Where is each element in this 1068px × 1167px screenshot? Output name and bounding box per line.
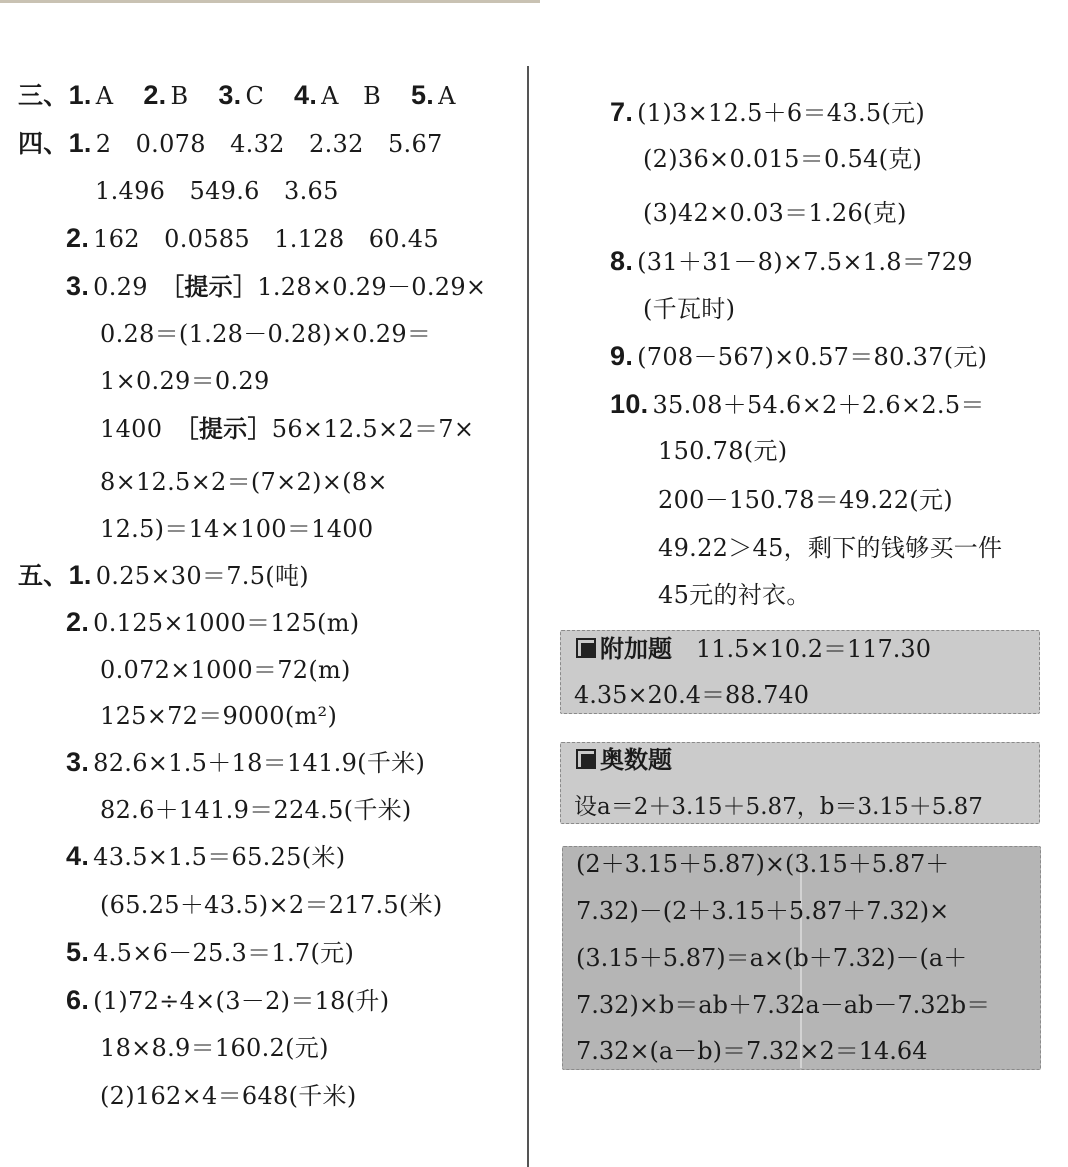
question-7-line2: (2)36×0.015＝0.54(克) [643, 145, 923, 173]
section-5-q3: 3. 82.6×1.5＋18＝141.9(千米) [66, 747, 426, 777]
question-10-line3: 200－150.78＝49.22(元) [658, 486, 953, 514]
question-10-line5: 45元的衬衣。 [658, 581, 811, 609]
section-5-q2-line3: 125×72＝9000(m²) [100, 702, 338, 730]
section-5-q4-line2: (65.25＋43.5)×2＝217.5(米) [100, 891, 443, 919]
olympiad-solution-line1: (2＋3.15＋5.87)×(3.15＋5.87＋ [576, 850, 950, 878]
section-4-q3-line3: 1×0.29＝0.29 [100, 367, 270, 395]
question-9: 9. (708－567)×0.57＝80.37(元) [610, 341, 988, 371]
olympiad-solution-line3: (3.15＋5.87)＝a×(b＋7.32)－(a＋ [576, 944, 968, 972]
section-5-q6-line3: (2)162×4＝648(千米) [100, 1082, 357, 1110]
extra-question-line2: 4.35×20.4＝88.740 [574, 681, 809, 709]
question-7: 7. (1)3×12.5＋6＝43.5(元) [610, 97, 926, 127]
question-10: 10. 35.08＋54.6×2＋2.6×2.5＝ [610, 389, 985, 419]
section-5-q4: 4. 43.5×1.5＝65.25(米) [66, 841, 346, 871]
section-4-q2: 2. 162 0.0585 1.128 60.45 [66, 223, 439, 253]
section-5-q2: 2. 0.125×1000＝125(m) [66, 607, 360, 637]
section-4-q1: 四、1. 2 0.078 4.32 2.32 5.67 [18, 128, 443, 158]
question-8-line2: (千瓦时) [643, 295, 736, 323]
section-5-q2-line2: 0.072×1000＝72(m) [100, 656, 351, 684]
question-8: 8. (31＋31－8)×7.5×1.8＝729 [610, 246, 973, 276]
section-5-q6-line2: 18×8.9＝160.2(元) [100, 1034, 329, 1062]
column-divider [527, 66, 529, 1167]
hint-label: ［提示］ [172, 273, 258, 301]
section-5-q1: 五、1. 0.25×30＝7.5(吨) [18, 560, 309, 590]
olympiad-setup: 设a＝2＋3.15＋5.87，b＝3.15＋5.87 [574, 794, 983, 820]
section-4-q3-line6: 12.5)＝14×100＝1400 [100, 515, 374, 543]
square-tag-icon [576, 638, 596, 658]
olympiad-title: 奥数题 [600, 746, 672, 774]
olympiad-solution-line5: 7.32×(a－b)＝7.32×2＝14.64 [576, 1037, 928, 1065]
section-4-q3-line4: 1400 ［提示］56×12.5×2＝7× [100, 415, 475, 443]
section-5-q5: 5. 4.5×6－25.3＝1.7(元) [66, 937, 355, 967]
section-4-q3-line2: 0.28＝(1.28－0.28)×0.29＝ [100, 320, 432, 348]
olympiad-solution-line2: 7.32)－(2＋3.15＋5.87＋7.32)× [576, 897, 950, 925]
olympiad-title-line [576, 745, 672, 775]
top-rule [0, 0, 540, 3]
section-5-q6: 6. (1)72÷4×(3－2)＝18(升) [66, 985, 390, 1015]
square-tag-icon [576, 749, 596, 769]
question-7-line3: (3)42×0.03＝1.26(克) [643, 199, 907, 227]
section-4-q1-line2: 1.496 549.6 3.65 [95, 177, 339, 205]
section-5-q3-line2: 82.6＋141.9＝224.5(千米) [100, 796, 412, 824]
question-10-line2: 150.78(元) [658, 437, 788, 465]
extra-question-title: 附加题 [600, 635, 672, 663]
section-3-answers: 三、1. A 2. B 3. C 4. A B 5. A [18, 80, 456, 110]
section-4-q3: 3. 0.29 ［提示］1.28×0.29－0.29× [66, 271, 487, 301]
olympiad-solution-line4: 7.32)×b＝ab＋7.32a－ab－7.32b＝ [576, 991, 991, 1019]
section-4-q3-line5: 8×12.5×2＝(7×2)×(8× [100, 468, 388, 496]
question-10-line4: 49.22＞45，剩下的钱够买一件 [658, 534, 1003, 562]
extra-question-line1: 附加题 11.5×10.2＝117.30 [576, 634, 931, 664]
hint-label: ［提示］ [186, 415, 272, 443]
